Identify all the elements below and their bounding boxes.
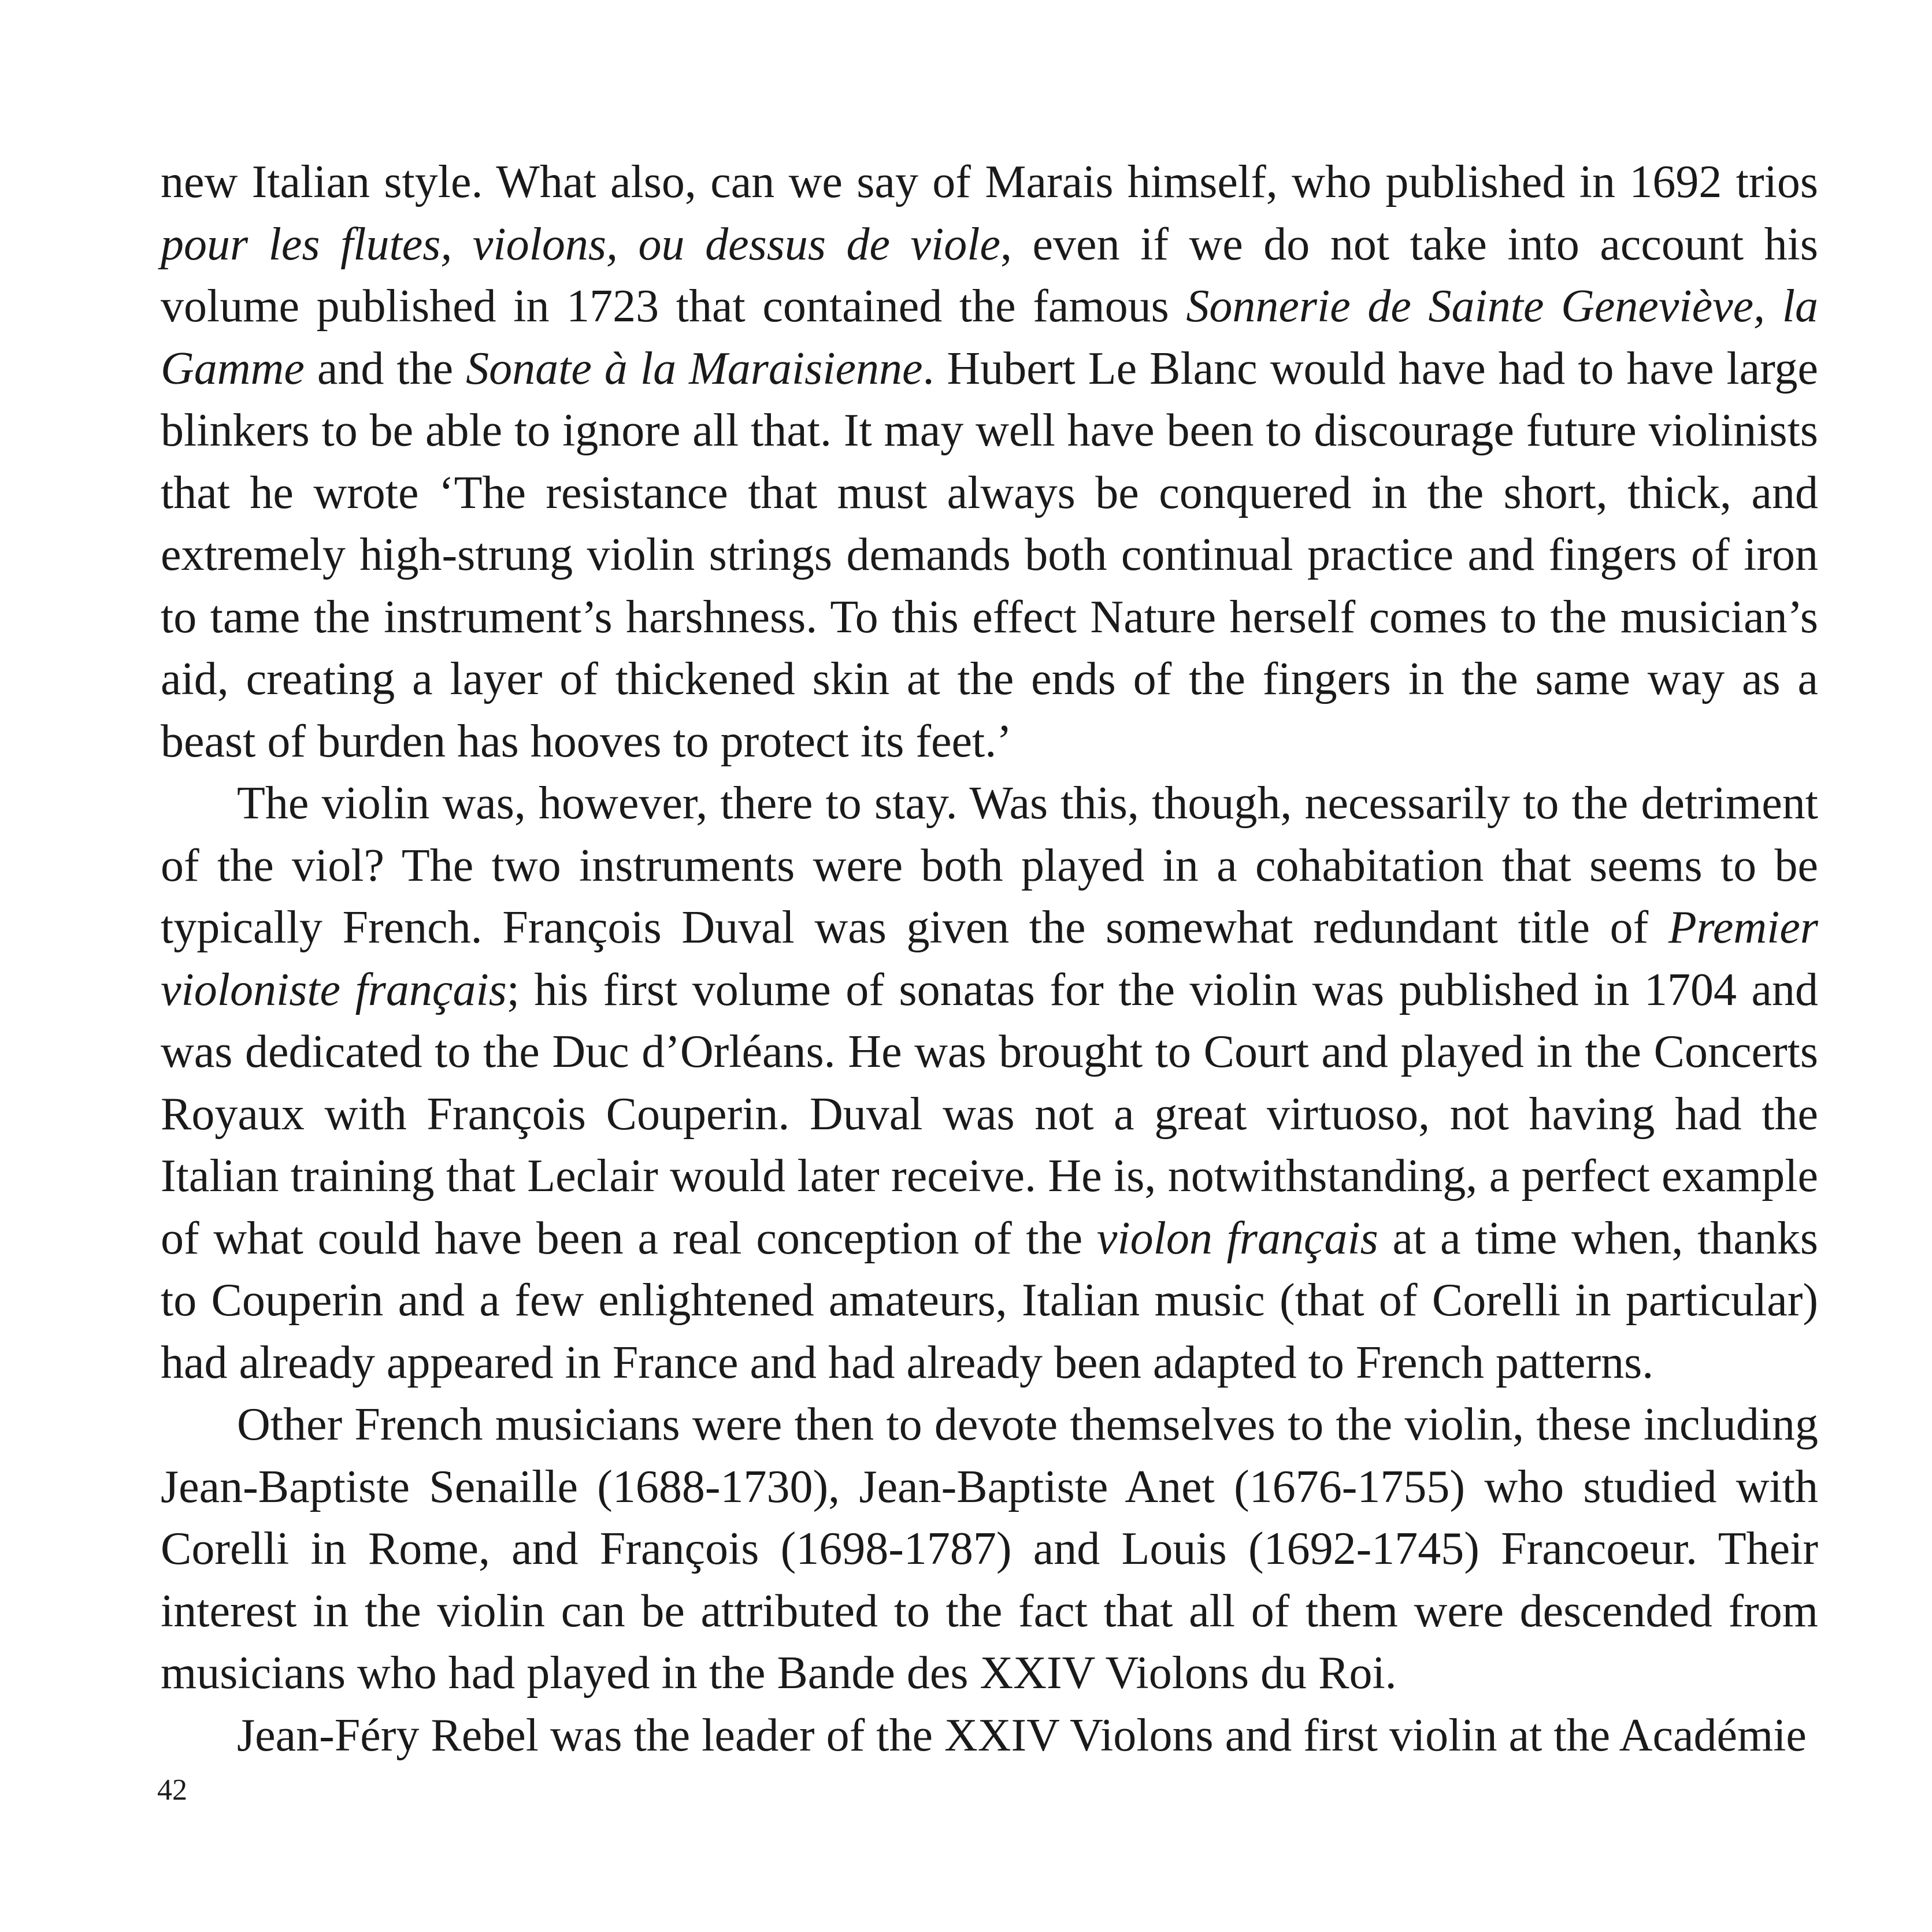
italic-title: Sonate à la Maraisienne bbox=[466, 343, 923, 394]
body-text bbox=[161, 151, 1818, 1767]
text-segment: new Italian style. What also, can we say of Marais himself, who published in 1692 trios bbox=[161, 157, 1818, 207]
text-segment: Other French musicians were then to devote themselves to the violin, these including Jean-Baptiste Senaille (1688-1730), Jean-Baptiste Anet (1676-1755) who studied with Corelli in Rome, and François (1698-1787) and Louis (1692-1745) Francoeur. Their interest in the violin can be attributed to the fact that all of them were descended from musicians who had played in the Bande des XXIV Violons du Roi. bbox=[161, 1399, 1818, 1699]
paragraph-2 bbox=[161, 773, 1818, 1394]
paragraph-4 bbox=[161, 1705, 1818, 1767]
paragraph-1 bbox=[161, 151, 1818, 773]
italic-title: Premier violoniste français bbox=[161, 902, 1818, 1015]
italic-title: Sonnerie de Sainte Geneviève, la Gamme bbox=[161, 281, 1818, 394]
italic-title: violon français bbox=[1096, 1212, 1378, 1264]
text-segment: . Hubert Le Blanc would have had to have large blinkers to be able to ignore all that. It may well have been to discourage future violinists that he wrote ‘The resistance that must always be conquered in the short, thick, and extremely high-strung violin strings demands both continual practice and fingers of iron to tame the instrument’s harshness. To this effect Nature herself comes to the musician’s aid, creating a layer of thickened skin at the ends of the fingers in the same way as a beast of burden has hooves to protect its feet.’ bbox=[161, 343, 1818, 767]
text-segment: at a time when, thanks to Couperin and a few enlightened amateurs, Italian music (that of Corelli in particular) had already appeared in France and had already been adapted to French patterns. bbox=[161, 1212, 1819, 1388]
page-number: 42 bbox=[157, 1774, 187, 1807]
text-segment: ; his first volume of sonatas for the violin was published in 1704 and was dedicated to the Duc d’Orléans. He was brought to Court and played in the Concerts Royaux with François Couperin. Duval was not a great virtuoso, not having had the Italian training that Leclair would later receive. He is, notwithstanding, a perfect example of what could have been a real conception of the bbox=[161, 964, 1818, 1264]
text-segment: , even if we do not take into account his volume published in 1723 that contained the famous bbox=[161, 218, 1818, 332]
text-segment: The violin was, however, there to stay. Was this, though, necessarily to the detriment of the viol? The two instruments were both played in a cohabitation that seems to be typically French. François Duval was given the somewhat redundant title of bbox=[161, 778, 1818, 953]
text-segment: Jean-Féry Rebel was the leader of the XXIV Violons and first violin at the Académie bbox=[237, 1709, 1807, 1761]
italic-title: pour les flutes, violons, ou dessus de viole bbox=[161, 218, 1001, 270]
text-segment: and the bbox=[304, 343, 466, 394]
paragraph-3 bbox=[161, 1394, 1818, 1705]
